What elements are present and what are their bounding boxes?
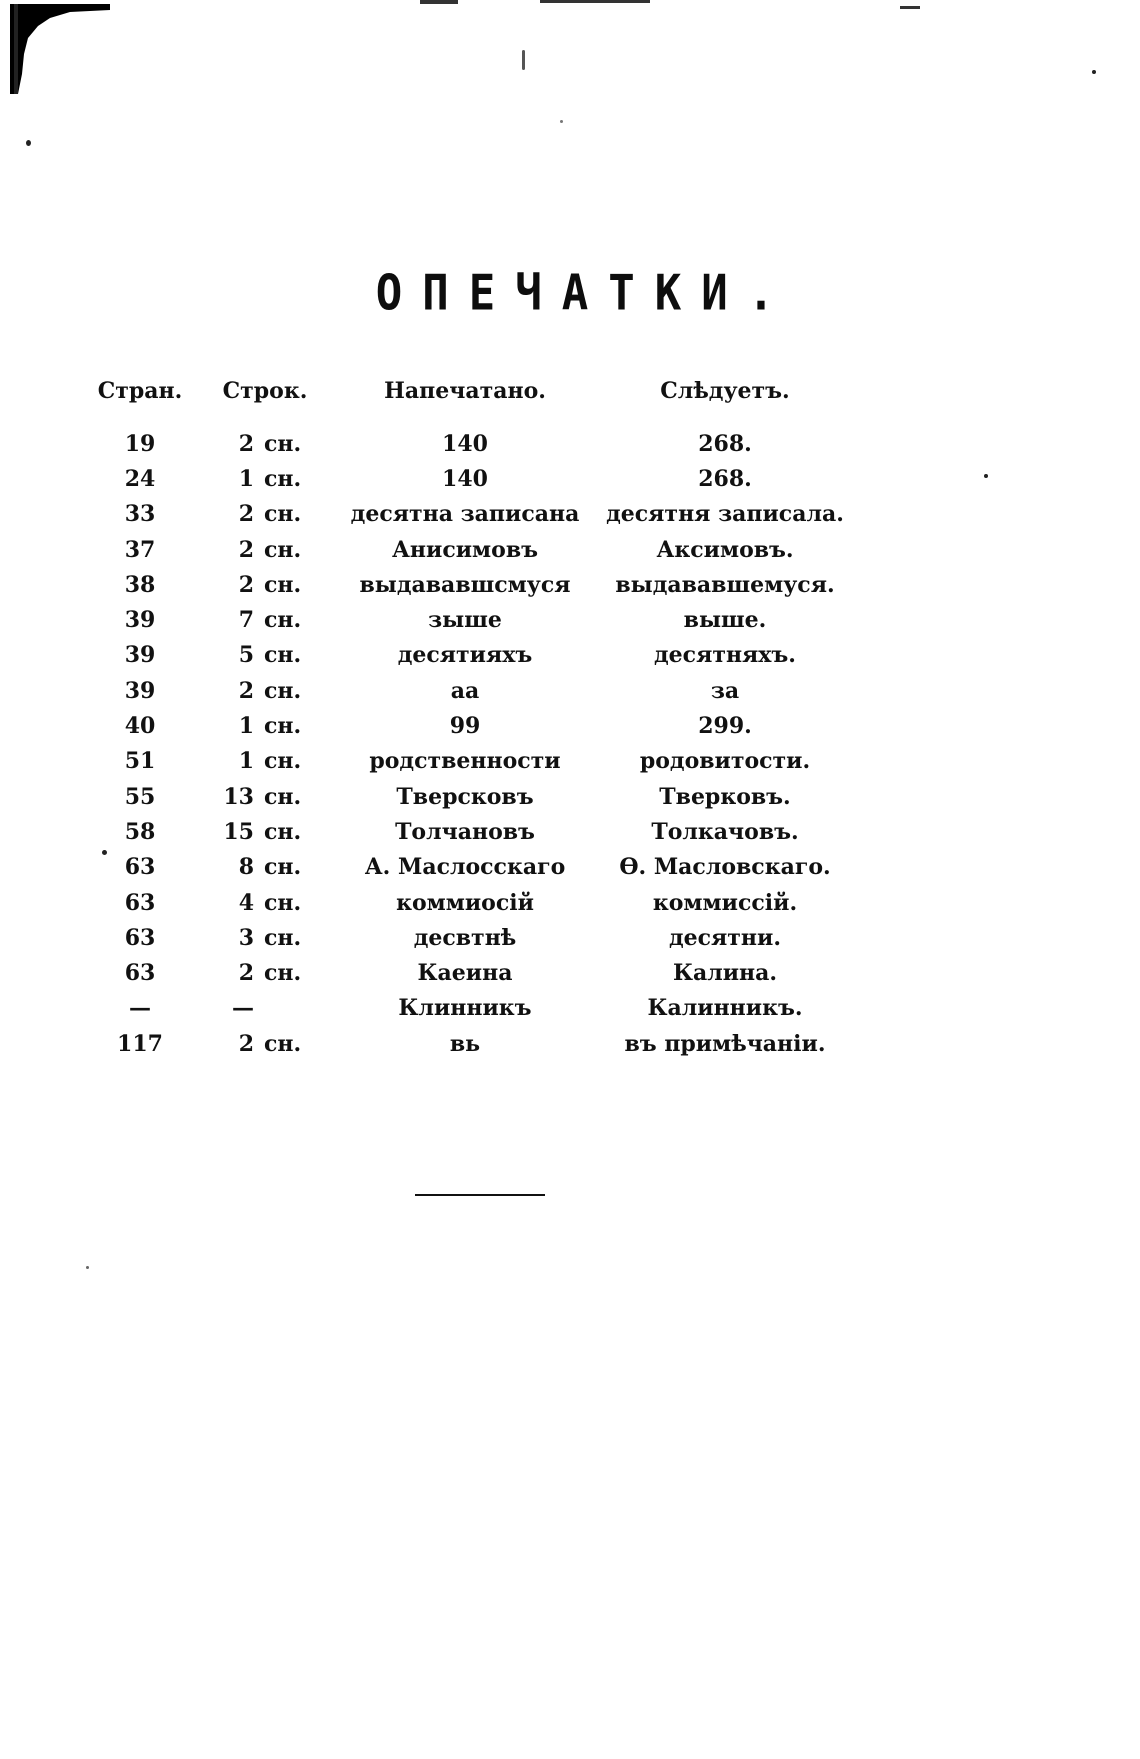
row-printed: Анисимовъ [392, 536, 538, 563]
row-line-cell [200, 991, 330, 1026]
row-line-number: 2 [238, 677, 254, 704]
row-line-suffix: сн. [264, 501, 302, 528]
row-line-suffix: сн. [264, 642, 302, 669]
row-line-number: — [232, 995, 254, 1022]
errata-row [80, 920, 850, 955]
row-line-suffix: сн. [264, 854, 302, 881]
row-page: 40 [124, 713, 156, 740]
row-line-cell [200, 955, 330, 990]
speck-mark [1092, 70, 1096, 74]
row-line-cell [200, 744, 330, 779]
row-line-cell [200, 673, 330, 708]
row-correct: 268. [698, 430, 752, 457]
row-line-suffix: сн. [264, 960, 302, 987]
row-page: 37 [124, 536, 156, 563]
errata-row [80, 497, 850, 532]
row-line-number: 2 [238, 501, 254, 528]
row-line-suffix: сн. [264, 713, 302, 740]
row-line-cell [200, 1026, 330, 1061]
row-printed: вь [449, 1030, 481, 1057]
speck-mark [984, 474, 988, 478]
row-correct: 299. [698, 713, 752, 740]
row-line-cell [200, 461, 330, 496]
row-line-suffix: сн. [264, 430, 302, 457]
row-line-number: 15 [223, 818, 254, 845]
row-page: 33 [124, 501, 156, 528]
errata-row [80, 708, 850, 743]
row-line-cell [200, 567, 330, 602]
errata-row [80, 638, 850, 673]
column-header-line: Строк. [222, 378, 308, 404]
row-printed: родственности [369, 748, 561, 775]
errata-row [80, 426, 850, 461]
row-correct: Калинникъ. [647, 995, 803, 1022]
row-line-suffix: сн. [264, 783, 302, 810]
row-page: 63 [124, 854, 156, 881]
row-line-cell [200, 850, 330, 885]
errata-row [80, 850, 850, 885]
row-line-number: 3 [238, 924, 254, 951]
row-printed: 99 [449, 713, 481, 740]
row-printed: А. Маслосскаго [364, 854, 566, 881]
errata-row [80, 602, 850, 637]
top-scratch-mark [900, 6, 920, 9]
speck-mark [560, 120, 563, 123]
row-printed: 140 [442, 430, 488, 457]
row-line-cell [200, 814, 330, 849]
row-line-suffix: сн. [264, 571, 302, 598]
row-page: 63 [124, 889, 156, 916]
row-printed: Тверсковъ [396, 783, 534, 810]
row-page: 63 [124, 960, 156, 987]
errata-row [80, 1026, 850, 1061]
row-correct: выдававшемуся. [615, 571, 835, 598]
row-line-number: 1 [238, 713, 254, 740]
row-correct: въ примѣчаніи. [624, 1030, 826, 1057]
row-line-suffix: сн. [264, 889, 302, 916]
speck-mark [86, 1266, 89, 1269]
row-correct: за [710, 677, 740, 704]
row-correct: коммиссій. [652, 889, 798, 916]
row-correct: выше. [683, 607, 767, 634]
page-title: ОПЕЧАТКИ. [375, 264, 795, 323]
row-line-cell [200, 885, 330, 920]
row-correct: родовитости. [639, 748, 811, 775]
row-line-number: 2 [238, 536, 254, 563]
errata-row [80, 744, 850, 779]
row-printed: зыше [428, 607, 502, 634]
errata-row [80, 532, 850, 567]
errata-row [80, 779, 850, 814]
row-page: 39 [124, 677, 156, 704]
row-line-number: 8 [238, 854, 254, 881]
top-scratch-mark [420, 0, 458, 4]
top-scratch-mark [540, 0, 650, 3]
errata-row [80, 885, 850, 920]
row-correct: десятняхъ. [654, 642, 796, 669]
row-line-cell [200, 920, 330, 955]
row-correct: Аксимовъ. [656, 536, 794, 563]
column-header-correct: Слѣдуетъ. [660, 378, 790, 404]
scan-corner-mark [10, 4, 110, 94]
row-correct: Калина. [672, 960, 778, 987]
row-line-number: 7 [238, 607, 254, 634]
row-page: — [129, 995, 151, 1022]
errata-table [80, 378, 850, 1061]
speck-mark [26, 140, 31, 146]
row-line-cell [200, 602, 330, 637]
row-page: 38 [124, 571, 156, 598]
errata-row [80, 955, 850, 990]
errata-header-row [80, 378, 850, 426]
row-page: 39 [124, 607, 156, 634]
row-line-number: 2 [238, 960, 254, 987]
row-line-cell [200, 426, 330, 461]
row-line-number: 2 [238, 571, 254, 598]
row-line-suffix: сн. [264, 1030, 302, 1057]
row-line-number: 2 [238, 1030, 254, 1057]
errata-row [80, 673, 850, 708]
errata-row [80, 567, 850, 602]
row-page: 117 [117, 1030, 163, 1057]
row-printed: 140 [442, 465, 488, 492]
row-correct: Тверковъ. [659, 783, 791, 810]
errata-row [80, 991, 850, 1026]
column-header-page: Стран. [97, 378, 183, 404]
row-correct: Ѳ. Масловскаго. [619, 854, 831, 881]
row-line-suffix: сн. [264, 748, 302, 775]
errata-row [80, 814, 850, 849]
row-line-number: 13 [223, 783, 254, 810]
row-correct: десятни. [668, 924, 782, 951]
row-page: 51 [124, 748, 156, 775]
row-printed: Клинникъ [398, 995, 532, 1022]
row-line-number: 4 [238, 889, 254, 916]
row-line-suffix: сн. [264, 818, 302, 845]
row-printed: десятияхъ [397, 642, 533, 669]
errata-row [80, 461, 850, 496]
row-page: 58 [124, 818, 156, 845]
end-rule [415, 1194, 545, 1196]
row-line-number: 1 [238, 748, 254, 775]
row-printed: выдававшсмуся [359, 571, 571, 598]
row-line-cell [200, 532, 330, 567]
row-printed: десвтнѣ [413, 924, 517, 951]
row-printed: Каеина [417, 960, 513, 987]
row-page: 39 [124, 642, 156, 669]
row-correct: Толкачовъ. [651, 818, 799, 845]
row-line-cell [200, 708, 330, 743]
row-line-cell [200, 638, 330, 673]
row-printed: десятна записана [350, 501, 580, 528]
row-page: 24 [124, 465, 156, 492]
row-line-suffix: сн. [264, 465, 302, 492]
row-line-cell [200, 779, 330, 814]
row-printed: аа [450, 677, 480, 704]
row-line-number: 1 [238, 465, 254, 492]
row-correct: десятня записала. [606, 501, 844, 528]
row-page: 63 [124, 924, 156, 951]
row-line-suffix: сн. [264, 924, 302, 951]
row-line-number: 5 [238, 642, 254, 669]
row-line-suffix: сн. [264, 677, 302, 704]
row-page: 55 [124, 783, 156, 810]
column-header-printed: Напечатано. [384, 378, 546, 404]
row-printed: Толчановъ [395, 818, 535, 845]
row-line-number: 2 [238, 430, 254, 457]
speck-mark [522, 50, 525, 70]
row-correct: 268. [698, 465, 752, 492]
row-line-suffix: сн. [264, 607, 302, 634]
row-page: 19 [124, 430, 156, 457]
row-line-suffix: сн. [264, 536, 302, 563]
errata-body [80, 426, 850, 1061]
row-line-cell [200, 497, 330, 532]
row-printed: коммиосій [396, 889, 534, 916]
